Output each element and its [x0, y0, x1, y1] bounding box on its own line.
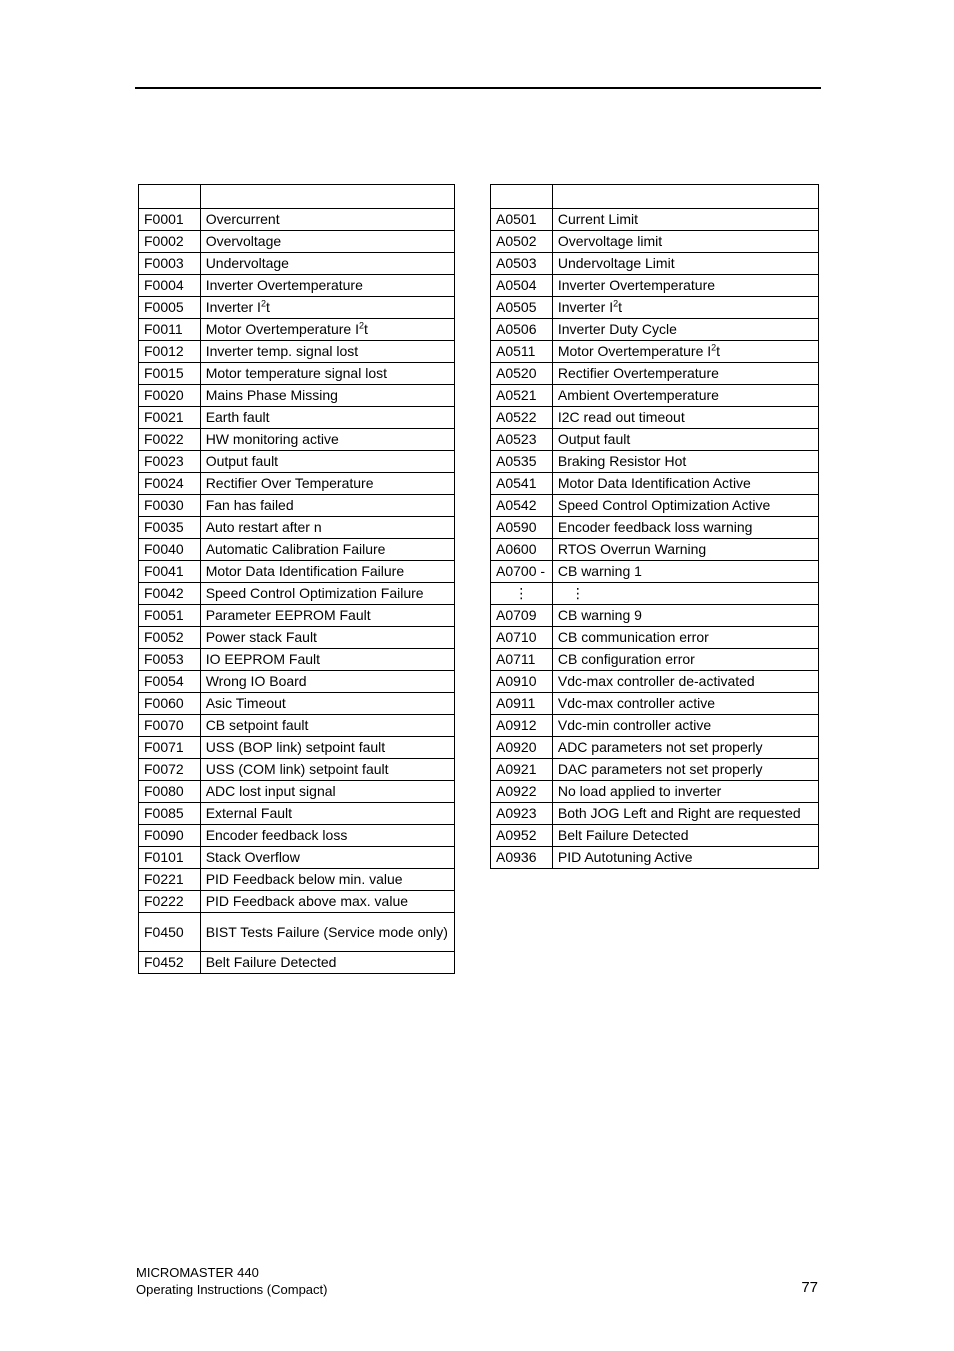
faults-table-body [139, 185, 455, 974]
code-cell: F0040 [139, 539, 201, 561]
description-cell: I2C read out timeout [552, 407, 818, 429]
code-cell: A0709 [491, 605, 553, 627]
description-cell: Ambient Overtemperature [552, 385, 818, 407]
code-cell: A0511 [491, 341, 553, 363]
table-row [139, 891, 455, 913]
footer-product: MICROMASTER 440 [136, 1265, 259, 1280]
description-cell: ADC lost input signal [200, 781, 454, 803]
table-row [491, 759, 819, 781]
table-row [139, 429, 455, 451]
table-row [491, 407, 819, 429]
description-cell: Rectifier Over Temperature [200, 473, 454, 495]
table-row [491, 231, 819, 253]
code-cell: A0501 [491, 209, 553, 231]
table-row [139, 825, 455, 847]
description-cell: IO EEPROM Fault [200, 649, 454, 671]
description-cell: Output fault [552, 429, 818, 451]
code-cell: F0011 [139, 319, 201, 341]
table-header-row [139, 185, 455, 209]
alarms-table [490, 184, 819, 869]
code-cell: F0051 [139, 605, 201, 627]
code-cell: F0452 [139, 952, 201, 974]
code-cell: A0600 [491, 539, 553, 561]
code-cell: F0020 [139, 385, 201, 407]
code-cell: F0041 [139, 561, 201, 583]
description-cell [200, 297, 454, 319]
description-cell: Vdc-max controller de-activated [552, 671, 818, 693]
table-row [491, 451, 819, 473]
table-row [491, 297, 819, 319]
code-cell: F0001 [139, 209, 201, 231]
description-text: Motor Overtemperature I [557, 343, 712, 359]
description-cell: Automatic Calibration Failure [200, 539, 454, 561]
description-cell: Inverter temp. signal lost [200, 341, 454, 363]
header-text-cell [200, 185, 454, 209]
description-cell: DAC parameters not set properly [552, 759, 818, 781]
code-cell: F0030 [139, 495, 201, 517]
table-row [491, 253, 819, 275]
description-cell: Fan has failed [200, 495, 454, 517]
code-cell: A0936 [491, 847, 553, 869]
code-cell: A0711 [491, 649, 553, 671]
table-row [491, 825, 819, 847]
description-cell: Both JOG Left and Right are requested [552, 803, 818, 825]
table-row [139, 275, 455, 297]
faults-table [138, 184, 455, 974]
table-row [139, 583, 455, 605]
table-row [491, 363, 819, 385]
superscript: 2 [613, 298, 619, 309]
code-cell: F0024 [139, 473, 201, 495]
table-row [491, 583, 819, 605]
description-cell: Undervoltage [200, 253, 454, 275]
code-cell: A0505 [491, 297, 553, 319]
code-cell: A0506 [491, 319, 553, 341]
description-cell: RTOS Overrun Warning [552, 539, 818, 561]
table-row [491, 385, 819, 407]
description-cell: Overvoltage [200, 231, 454, 253]
code-cell: F0054 [139, 671, 201, 693]
code-cell: F0090 [139, 825, 201, 847]
code-cell: F0004 [139, 275, 201, 297]
code-cell: F0072 [139, 759, 201, 781]
table-row [139, 715, 455, 737]
description-text: Motor Overtemperature I [205, 321, 359, 337]
description-cell: ⋮ [552, 583, 818, 605]
description-cell: Motor temperature signal lost [200, 363, 454, 385]
description-tail: t [716, 343, 721, 359]
code-cell: F0003 [139, 253, 201, 275]
description-cell: Encoder feedback loss [200, 825, 454, 847]
header-code-cell [139, 185, 201, 209]
description-cell: PID Feedback above max. value [200, 891, 454, 913]
description-cell: Vdc-max controller active [552, 693, 818, 715]
table-row [139, 209, 455, 231]
description-cell: Earth fault [200, 407, 454, 429]
description-cell: Stack Overflow [200, 847, 454, 869]
description-cell: CB warning 1 [552, 561, 818, 583]
description-cell [552, 341, 818, 363]
table-row [139, 605, 455, 627]
table-row [139, 319, 455, 341]
description-cell: Encoder feedback loss warning [552, 517, 818, 539]
table-row [139, 539, 455, 561]
code-cell: A0523 [491, 429, 553, 451]
description-cell: USS (BOP link) setpoint fault [200, 737, 454, 759]
table-row [139, 561, 455, 583]
code-cell: F0002 [139, 231, 201, 253]
code-cell: F0052 [139, 627, 201, 649]
description-cell: Belt Failure Detected [552, 825, 818, 847]
table-row [491, 209, 819, 231]
description-cell: Undervoltage Limit [552, 253, 818, 275]
table-row [139, 693, 455, 715]
description-cell: Vdc-min controller active [552, 715, 818, 737]
description-cell: Braking Resistor Hot [552, 451, 818, 473]
table-row [491, 627, 819, 649]
table-row [491, 275, 819, 297]
superscript: 2 [358, 320, 364, 331]
description-cell: CB configuration error [552, 649, 818, 671]
table-row [491, 341, 819, 363]
description-cell: HW monitoring active [200, 429, 454, 451]
code-cell: A0521 [491, 385, 553, 407]
code-cell: A0535 [491, 451, 553, 473]
description-cell: CB warning 9 [552, 605, 818, 627]
description-text: Inverter I [557, 299, 614, 315]
header-code-cell [491, 185, 553, 209]
superscript: 2 [260, 298, 266, 309]
table-row [139, 341, 455, 363]
code-cell: A0503 [491, 253, 553, 275]
table-row [139, 952, 455, 974]
code-cell: F0053 [139, 649, 201, 671]
code-cell: F0101 [139, 847, 201, 869]
code-cell: A0504 [491, 275, 553, 297]
table-row [139, 385, 455, 407]
table-row [139, 649, 455, 671]
description-cell: Wrong IO Board [200, 671, 454, 693]
code-cell: A0911 [491, 693, 553, 715]
code-cell: F0005 [139, 297, 201, 319]
table-row [139, 231, 455, 253]
table-row [491, 649, 819, 671]
code-cell: A0541 [491, 473, 553, 495]
code-cell: F0015 [139, 363, 201, 385]
description-cell: Power stack Fault [200, 627, 454, 649]
description-cell: Auto restart after n [200, 517, 454, 539]
description-cell: Rectifier Overtemperature [552, 363, 818, 385]
description-cell: Parameter EEPROM Fault [200, 605, 454, 627]
code-cell: F0023 [139, 451, 201, 473]
code-cell: F0035 [139, 517, 201, 539]
description-cell: PID Autotuning Active [552, 847, 818, 869]
table-row [491, 693, 819, 715]
description-cell: ADC parameters not set properly [552, 737, 818, 759]
code-cell: A0922 [491, 781, 553, 803]
table-row [491, 803, 819, 825]
table-row [491, 517, 819, 539]
code-cell: A0952 [491, 825, 553, 847]
table-row [491, 473, 819, 495]
code-cell: F0042 [139, 583, 201, 605]
description-cell: Mains Phase Missing [200, 385, 454, 407]
page-number: 77 [801, 1279, 818, 1296]
code-cell: F0450 [139, 913, 201, 952]
code-cell: A0923 [491, 803, 553, 825]
code-cell: F0070 [139, 715, 201, 737]
code-cell: A0700 - [491, 561, 553, 583]
description-tail: t [618, 299, 623, 315]
alarms-table-body [491, 185, 819, 869]
description-cell: Speed Control Optimization Failure [200, 583, 454, 605]
code-cell: A0520 [491, 363, 553, 385]
table-row [139, 363, 455, 385]
code-cell: F0071 [139, 737, 201, 759]
superscript: 2 [711, 342, 717, 353]
description-cell: Speed Control Optimization Active [552, 495, 818, 517]
description-cell: USS (COM link) setpoint fault [200, 759, 454, 781]
table-row [139, 781, 455, 803]
description-cell: Current Limit [552, 209, 818, 231]
code-cell: F0012 [139, 341, 201, 363]
table-row [139, 737, 455, 759]
description-cell: Motor Data Identification Failure [200, 561, 454, 583]
description-cell: Inverter Overtemperature [200, 275, 454, 297]
code-cell: A0542 [491, 495, 553, 517]
header-rule [135, 87, 821, 89]
code-cell: A0522 [491, 407, 553, 429]
description-cell: Output fault [200, 451, 454, 473]
table-row [491, 319, 819, 341]
description-cell: Overvoltage limit [552, 231, 818, 253]
table-row [139, 627, 455, 649]
table-row [139, 671, 455, 693]
table-row [491, 671, 819, 693]
description-cell [200, 319, 454, 341]
table-row [139, 297, 455, 319]
code-cell: F0222 [139, 891, 201, 913]
table-row [139, 451, 455, 473]
table-row [139, 495, 455, 517]
description-cell: CB communication error [552, 627, 818, 649]
table-row [139, 473, 455, 495]
description-cell: Inverter Duty Cycle [552, 319, 818, 341]
table-row [491, 429, 819, 451]
description-cell: Belt Failure Detected [200, 952, 454, 974]
description-cell: Motor Data Identification Active [552, 473, 818, 495]
description-cell: BIST Tests Failure (Service mode only) [200, 913, 454, 952]
table-row [491, 539, 819, 561]
footer-document-info [136, 1264, 327, 1298]
description-cell: No load applied to inverter [552, 781, 818, 803]
table-header-row [491, 185, 819, 209]
code-cell: A0502 [491, 231, 553, 253]
code-cell: A0710 [491, 627, 553, 649]
description-cell: Overcurrent [200, 209, 454, 231]
table-row [139, 913, 455, 952]
code-cell: F0022 [139, 429, 201, 451]
code-cell: F0085 [139, 803, 201, 825]
code-cell: F0060 [139, 693, 201, 715]
code-cell: A0910 [491, 671, 553, 693]
description-tail: t [265, 299, 270, 315]
header-text-cell [552, 185, 818, 209]
code-cell: F0080 [139, 781, 201, 803]
table-row [139, 253, 455, 275]
table-row [139, 407, 455, 429]
table-row [491, 715, 819, 737]
description-cell: PID Feedback below min. value [200, 869, 454, 891]
table-row [491, 495, 819, 517]
footer-doc-title: Operating Instructions (Compact) [136, 1282, 328, 1297]
code-cell: ⋮ [491, 583, 553, 605]
table-row [139, 517, 455, 539]
code-cell: A0921 [491, 759, 553, 781]
description-cell: CB setpoint fault [200, 715, 454, 737]
table-row [139, 847, 455, 869]
table-row [491, 605, 819, 627]
table-row [139, 803, 455, 825]
table-row [491, 847, 819, 869]
table-row [491, 737, 819, 759]
description-text: Inverter I [205, 299, 261, 315]
description-cell: External Fault [200, 803, 454, 825]
description-cell [552, 297, 818, 319]
code-cell: A0590 [491, 517, 553, 539]
table-row [139, 869, 455, 891]
description-tail: t [363, 321, 368, 337]
table-row [139, 759, 455, 781]
code-cell: A0920 [491, 737, 553, 759]
table-row [491, 561, 819, 583]
code-cell: A0912 [491, 715, 553, 737]
code-cell: F0021 [139, 407, 201, 429]
description-cell: Inverter Overtemperature [552, 275, 818, 297]
table-row [491, 781, 819, 803]
code-cell: F0221 [139, 869, 201, 891]
description-cell: Asic Timeout [200, 693, 454, 715]
